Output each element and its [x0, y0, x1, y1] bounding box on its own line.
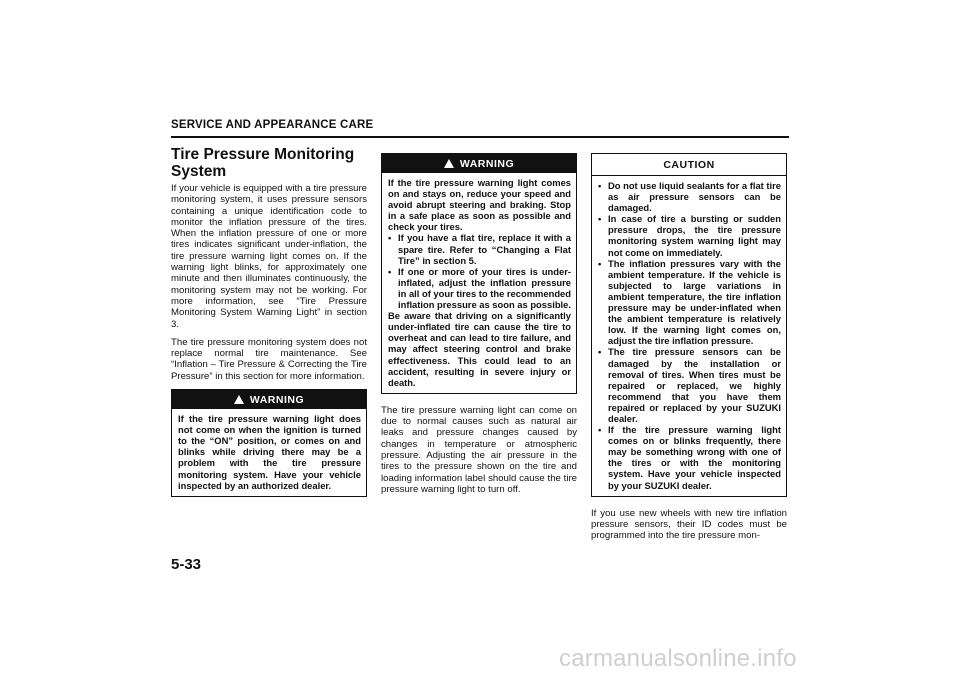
caution-bullet: • Do not use liquid sealants for a flat tire as air pressure sensors can be damaged.: [598, 180, 781, 213]
caution-header: CAUTION: [592, 154, 786, 176]
caution-bullet: • If the tire pressure warning light comes on or blinks frequently, there may be something wrong with one of the tires or with the monitoring system. Have your vehicle inspected by your SUZUKI dealer.: [598, 424, 781, 491]
caution-box: [591, 153, 787, 497]
caution-body: [592, 176, 786, 496]
section-heading: Tire Pressure Monitoring System: [171, 146, 355, 180]
warning-body: If the tire pressure warning light does not come on when the ignition is turned to the “ON” position, or comes on and blinks while driving there may be a problem with the tire pressure monitoring system. Have your vehicle inspected by an authorized dealer.: [178, 413, 361, 491]
column-left: [171, 146, 367, 497]
warning-outro: Be aware that driving on a significantly under-inflated tire can cause the tire to overheat and can lead to tire failure, and may affect steering control and brake effectiveness. This could lead to an accident, resulting in severe injury or death.: [388, 310, 571, 388]
warning-header: [172, 390, 366, 409]
warning-box-light: [381, 153, 577, 394]
section-header: SERVICE AND APPEARANCE CARE: [171, 119, 374, 131]
warning-triangle-icon: [444, 159, 454, 168]
warning-triangle-icon: [234, 395, 244, 404]
caution-bullets: [598, 180, 781, 491]
warning-intro: If the tire pressure warning light comes on and stays on, reduce your speed and avoid abrupt steering and braking. Stop in a safe place as soon as possible and check your tires.: [388, 177, 571, 233]
caution-bullet: • In case of tire a bursting or sudden pressure drops, the tire pressure monitoring system warning light may not come on immediately.: [598, 213, 781, 257]
watermark: carmanualsonline.info: [559, 645, 797, 672]
caution-bullet: • The inflation pressures vary with the ambient temperature. If the vehicle is subjected to large variations in ambient temperature, the tire inflation pressure may be under-inflated when the ambient temperature is relatively low. If the warning light comes on, adjust the tire inflation pressure.: [598, 258, 781, 347]
column-middle: [381, 153, 577, 502]
warning-title: WARNING: [459, 158, 515, 170]
intro-paragraph: If your vehicle is equipped with a tire pressure monitoring system, it uses pressure sensors containing a unique identification code to monitor the inflation pressure of the tires. When the inflation pressure of one or more tires indicates significant under-inflation, the tire pressure warning light comes on. If the warning light blinks, for approximately one minute and then illuminates continuously, the monitoring system may not be working. For more information, see “Tire Pressure Monitoring System Warning Light” in section 3.: [171, 183, 367, 330]
warning-light-paragraph: The tire pressure warning light can come on due to normal causes such as natural air leaks and pressure changes caused by changes in temperature or atmospheric pressure. Adjusting the air pressure in the tires to the pressure shown on the tire and loading information label should cause the tire pressure warning light to turn off.: [381, 404, 577, 495]
warning-title: WARNING: [249, 394, 305, 407]
caution-bullet: • The tire pressure sensors can be damaged by the installation or removal of tires. When tires must be repaired or replaced, we highly recommend that you have them repaired or replaced by your SUZUKI dealer.: [598, 346, 781, 424]
warning-bullets: [388, 232, 571, 310]
warning-bullet: • If you have a flat tire, replace it with a spare tire. Refer to “Changing a Flat Tire” in section 5.: [388, 232, 571, 265]
page-number: 5-33: [171, 556, 202, 573]
warning-box-ignition: [171, 389, 367, 497]
header-rule: [171, 136, 789, 138]
warning-header: [382, 154, 576, 173]
column-right: [591, 153, 787, 549]
warning-body: [382, 173, 576, 393]
maintenance-paragraph: The tire pressure monitoring system does not replace normal tire maintenance. See “Inflation – Tire Pressure & Correcting the Tire Pressure” in this section for more information.: [171, 336, 367, 382]
new-wheels-paragraph: If you use new wheels with new tire inflation pressure sensors, their ID codes must be programmed into the tire pressure mon-: [591, 507, 787, 542]
warning-bullet: • If one or more of your tires is under-inflated, adjust the inflation pressure in all of your tires to the recommended inflation pressure as soon as possible.: [388, 266, 571, 310]
